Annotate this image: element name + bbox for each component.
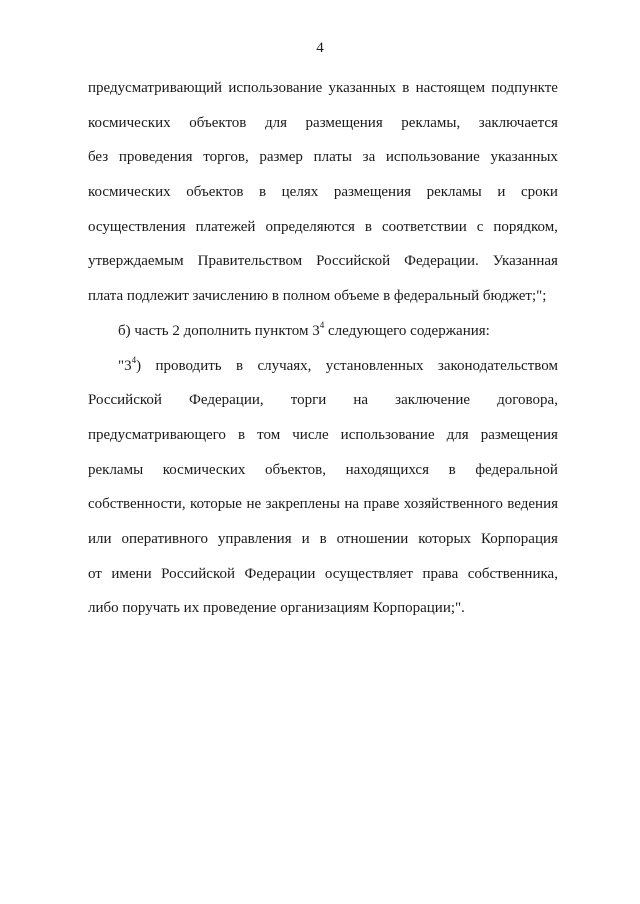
line-8-after: следующего содержания: xyxy=(324,322,490,339)
word: заключается xyxy=(478,114,558,131)
word: размер xyxy=(259,149,303,166)
text-line-3 xyxy=(88,140,558,175)
word: и xyxy=(301,530,310,547)
word: в xyxy=(258,184,267,201)
word: указанных xyxy=(328,80,396,96)
word: Правительством xyxy=(197,253,303,270)
word: хозяйственного xyxy=(403,496,503,513)
word: Федерации. xyxy=(404,253,479,270)
word: осуществления xyxy=(88,218,186,235)
text-line-2 xyxy=(88,106,558,141)
word: ведения xyxy=(507,496,558,513)
word: на xyxy=(353,392,369,409)
word: размещения xyxy=(333,184,411,201)
word: права xyxy=(422,565,459,582)
word: предусматривающего xyxy=(88,426,226,443)
word: целях xyxy=(281,184,319,201)
text-line-11 xyxy=(88,418,558,453)
text-line-14 xyxy=(88,522,558,557)
word: законодательством xyxy=(437,357,558,374)
word: случаях, xyxy=(257,357,312,374)
word: не xyxy=(246,496,262,513)
word: за xyxy=(362,149,376,166)
word: объектов xyxy=(186,184,244,201)
word: размещения xyxy=(480,426,558,443)
word: от xyxy=(88,565,102,582)
word: платы xyxy=(313,149,352,166)
word: определяются xyxy=(265,218,355,235)
document-body xyxy=(88,71,558,626)
word: отношении xyxy=(336,530,409,547)
word: находящихся xyxy=(345,461,429,478)
word: космических xyxy=(162,461,246,478)
word: имени xyxy=(111,565,152,582)
line-8-before: б) часть 2 дополнить пунктом 3 xyxy=(118,322,320,339)
word: в xyxy=(237,426,246,443)
superscript: 4 xyxy=(131,354,137,365)
text-line-12 xyxy=(88,453,558,488)
word: использование xyxy=(340,426,435,443)
word: которые xyxy=(190,496,242,513)
word: сроки xyxy=(520,184,558,201)
word: проведения xyxy=(118,149,193,166)
word: которых xyxy=(418,530,472,547)
word: утверждаемым xyxy=(88,253,184,270)
word: соответствии xyxy=(381,218,467,235)
text-line-7: плата подлежит зачислению в полном объеме в федеральный бюджет;"; xyxy=(88,288,547,305)
word: платежей xyxy=(195,218,256,235)
word: заключение xyxy=(395,392,471,409)
word: подпункте xyxy=(491,80,558,96)
word: без xyxy=(88,149,109,166)
word: в xyxy=(448,461,456,478)
word: для xyxy=(264,114,287,131)
word: торги xyxy=(290,392,327,409)
text-line-5 xyxy=(88,210,558,245)
word: порядком, xyxy=(493,218,558,235)
word: закреплены xyxy=(265,496,340,513)
word: числе xyxy=(292,426,329,443)
word: Корпорация xyxy=(481,530,558,547)
text-line-9 xyxy=(88,349,558,384)
word: в xyxy=(402,80,410,96)
text-line-16: либо поручать их проведение организациям Корпорации;". xyxy=(88,600,465,617)
word: космических xyxy=(88,184,171,201)
item-number xyxy=(118,349,141,384)
word: праве xyxy=(363,496,400,513)
word: установленных xyxy=(325,357,424,374)
word: в xyxy=(364,218,372,235)
word: космических xyxy=(88,114,171,131)
item-number-open: "3 xyxy=(118,357,132,374)
word: использование xyxy=(228,80,323,96)
word: управления xyxy=(217,530,292,547)
word: использование xyxy=(385,149,480,166)
text-line-6 xyxy=(88,244,558,279)
word: с xyxy=(476,218,484,235)
text-line-10 xyxy=(88,383,558,418)
word: указанных xyxy=(490,149,558,166)
word: размещения xyxy=(305,114,383,131)
word: торгов, xyxy=(203,149,249,166)
word: объектов, xyxy=(265,461,326,478)
word: осуществляет xyxy=(324,565,413,582)
word: объектов xyxy=(189,114,247,131)
word: Федерации, xyxy=(189,392,264,409)
text-line-15 xyxy=(88,557,558,592)
word: рекламы xyxy=(426,184,482,201)
word: федеральной xyxy=(475,461,558,478)
word: Российской xyxy=(88,392,162,409)
word: предусматривающий xyxy=(88,80,223,96)
word: настоящем xyxy=(415,80,486,96)
word: собственника, xyxy=(467,565,558,582)
word: Федерации xyxy=(244,565,316,582)
word: и xyxy=(497,184,506,201)
word: в xyxy=(235,357,244,374)
text-line-13 xyxy=(88,487,558,522)
word: рекламы xyxy=(88,461,144,478)
item-number-close: ) xyxy=(136,357,142,374)
word: оперативного xyxy=(121,530,208,547)
word: Российской xyxy=(161,565,236,582)
word: проводить xyxy=(155,357,222,374)
word: или xyxy=(88,530,112,547)
word: договора, xyxy=(497,392,558,409)
text-line-1 xyxy=(88,71,558,106)
word: рекламы, xyxy=(401,114,461,131)
word: Указанная xyxy=(492,253,558,270)
word: для xyxy=(446,426,469,443)
superscript: 4 xyxy=(319,319,325,330)
word: собственности, xyxy=(88,496,186,513)
text-line-4 xyxy=(88,175,558,210)
word: Российской xyxy=(316,253,391,270)
word: том xyxy=(257,426,281,443)
word: на xyxy=(344,496,360,513)
word: в xyxy=(319,530,327,547)
page-number: 4 xyxy=(316,40,324,56)
text-line-8 xyxy=(88,314,558,349)
